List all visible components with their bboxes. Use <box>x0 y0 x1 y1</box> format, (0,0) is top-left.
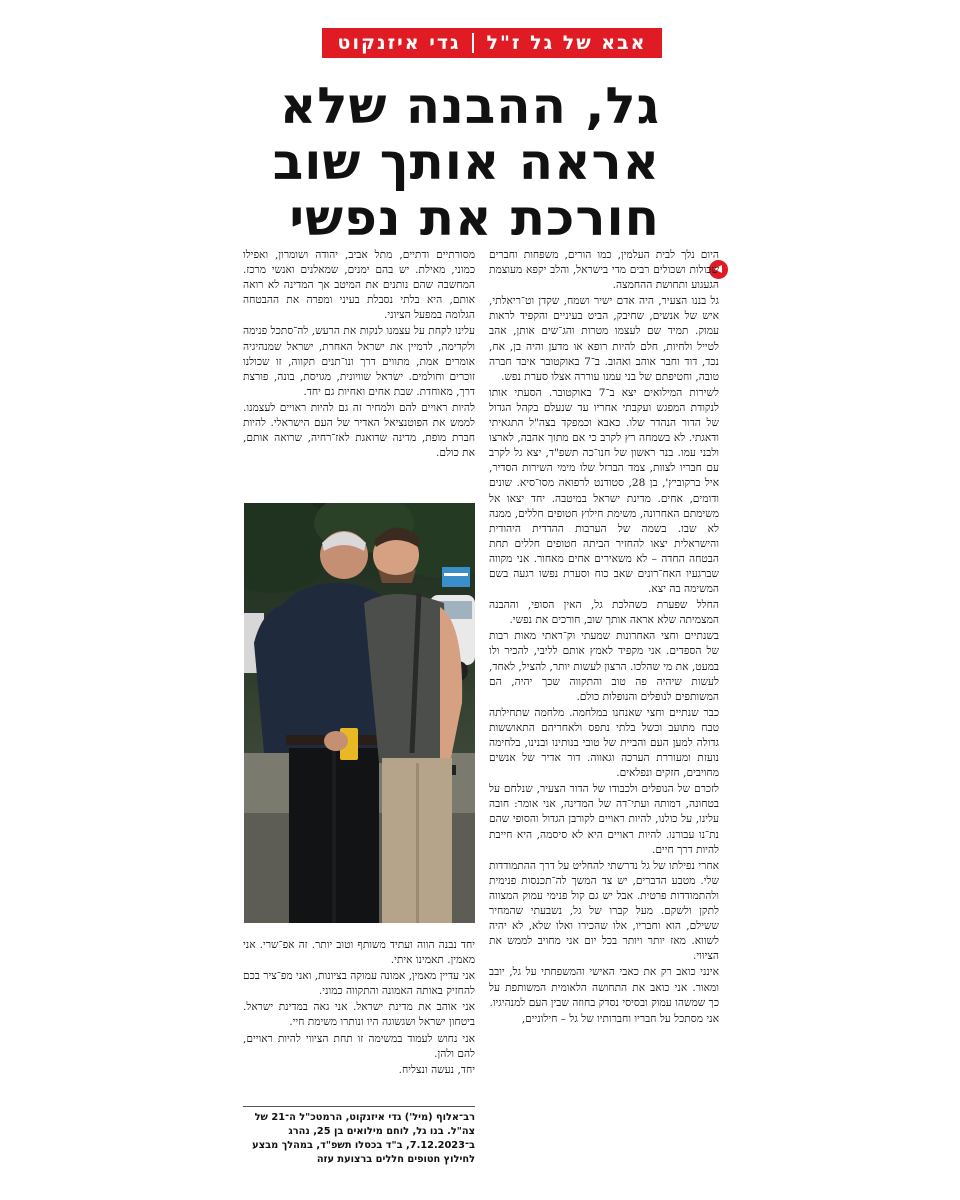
paragraph: אינני כואב רק את כאבי האישי והמשפחתי על גל, יובב ומאור. אני כואב את התחושה הלאומית המשותפת על כך שמשהו עמוק ובסיסי נסדק בחוזה שבין העם למנהיגיו. <box>489 966 719 1009</box>
kicker-banner <box>322 28 662 58</box>
paragraph: אני מסתכל על חבריו וחברותיו של גל – חילוניים, <box>521 1012 719 1025</box>
headline-line: אראה אותך שוב <box>272 133 660 191</box>
article-column-right <box>489 248 719 1178</box>
paragraph: החלל שפערת כשהלכת גל, האין הסופי, וההבנה המצמיתה שלא אראה אותך שוב, חורכים את נפשי. <box>489 599 719 627</box>
paragraph: אני נחוש לעמוד במשימה זו תחת הציווי להיות ראויים, להם ולהן. <box>243 1032 475 1060</box>
article-column-left-top <box>243 248 475 493</box>
paragraph: יחד, נעשה ונצליח. <box>398 1063 475 1076</box>
paragraph: יחד נבנה הווה ועתיד משותף וטוב יותר. זה אפ־שרי. אני מאמין. תאמינו איתי. <box>243 939 475 967</box>
paragraph: היום נלך לבית העלמין, כמו הורים, משפחות וחברים שכולות ושכולים רבים מדי בישראל, והלב יקפא מעוצמת הגעגוע ותחושת ההחמצה. <box>489 249 719 292</box>
headline-line: גל, ההבנה שלא <box>279 77 660 135</box>
kicker-divider <box>472 33 474 53</box>
paragraph: לזכרם של הנופלים ולכבודו של הדור הצעיר, שנלחם על בטחונה, דמותה ועתי־דה של המדינה, אני אומר: חובה עלינו, על כולנו, להיות ראויים לקורבן הגדול והסופי שהם נת־נו עבורנו. להיות ראויים היא לא סיסמה, היא חייבת להיות דרך חיים. <box>489 783 719 856</box>
paragraph: בשנתיים וחצי האחרונות שמעתי וק־ראתי מאות רבות של הספדים. אני מקפיד לאמץ אותם לליבי, להכיר ולו במעט, את מי שהלכו. הרצון לעשות יותר, להציל, לאחד, לעשות שיהיה פה טוב והתקווה שכך יהיה, הם המשותפים לנופלים והנופלות כולם. <box>489 630 719 703</box>
kicker-role: אבא של גל ז"ל <box>486 32 647 54</box>
photo-illustration <box>244 503 475 923</box>
paragraph: עלינו לקחת על עצמנו לנקות את הרעש, לה־סתכל פנימה ולקדימה, לדמיין את ישראל האחרת, ישראל שמנהיגיה אומרים אמת, מתווים דרך ונו־תנים תקווה, זו שכולנו זוכרים וחולמים. ישראל שוויונית, מגויסת, בונה, פורצת דרך, מאוחדת. שבת אחים ואחיות גם יחד. <box>243 325 475 398</box>
headline <box>240 78 660 246</box>
paragraph: גל בננו הצעיר, היה אדם ישיר ושמח, שקדן וט־ריאלתי, איש של אנשים, שחיבק, הביט בעיניים והקפיד לראות עמוק. תמיד שם לעצמו מטרות והג־שים אותן, אהב לטייל ולחיות, חלם להיות רופא או מדען והיה בן, אח, נכד, דוד וחבר אוהב ואהוב. ב־7 באוקטובר איבד חברה טובה, וחטיפתם של בני עמנו עוררה אצלו סערת נפש. <box>489 295 719 383</box>
paragraph: לשירות המילואים יצא ב־7 באוקטובר. הסעתי אותו לנקודת המפגש ועקבתי אחריו עד שנעלם בקהל הגדול של הדור הנהדר שלו. כאבא וכמפקד בצה"ל התגאיתי ודאגתי. לא בשמחה רץ לקרב כי אם מתוך אהבה, לארצו ולבני עמו. בנר ראשון של חנו־כה תשפ"ד, יצא גל לקרב עם חבריו לצוות, צמד הברזל שלו מימי השירות הסדיר, איל ברקוביץ', בן 28, סטודנט לרפואה מסו־סיא. שונים ודומים, אחים. מדינת ישראל במיטבה. יחד יצאו אל משימתם האחרונה, משימת חילוץ חטופים חללים, ממנה לא שבו. בשמה של הערבות ההדדית היהודית והישראלית יצאו להחזיר הביתה חטופים חללים תחת הבטחה החדה – לא משאירים אחים מאחור. אני מקווה שברגעיו האח־רונים שאב כוח וסערת נפשו רגעה בשם המשימה בה יצא. <box>489 386 719 596</box>
headline-line: חורכת את נפשי <box>289 189 660 247</box>
article-column-left-bottom <box>243 938 475 1103</box>
article-photo <box>244 503 475 923</box>
author-byline: רב־אלוף (מיל') גדי איזנקוט, הרמטכ"ל ה־21 של צה"ל. בנו גל, לוחם מילואים בן 25, נהרג ב־7.12.2023, ב"ד בכסלו תשפ"ד, במהלך מבצע לחילוץ חטופים חללים ברצועת עזה <box>243 1106 475 1167</box>
paragraph: כבר שנתיים וחצי שאנחנו במלחמה. מלחמה שתחילתה טבח מתועב וכשל בלתי נתפס ולאחריהם התאוששות גדולה למען העם והביית של טובי בנותינו ובנינו, בלחימה נועזת ומעוררת הערכה וגאווה. דור אדיר של אנשים מחויבים, חזקים ונפלאים. <box>489 706 719 780</box>
kicker-author: גדי איזנקוט <box>337 32 461 54</box>
paragraph: מסורתיים ודתיים, מתל אביב, יהודה ושומרון, ואפילו כמוני, מאילת. יש בהם ימנים, שמאלנים ואנשי מרכז. המחשבה שהם נותנים את המיטב אך המדינה לא רואה אותם, היא בלתי נסבלת בעיני ומפרה את ההבטחה הגלומה במפעל הציוני. <box>243 249 475 322</box>
paragraph: להיות ראויים להם ולמחיר זה גם להיות ראויים לעצמנו. לממש את הפוטנציאל האדיר של העם הישראלי. להיות חברת מופת, מדינה שדואגת לאז־רחיה, שרואה אותם, את כולם. <box>243 401 475 460</box>
paragraph: אני אוהב את מדינת ישראל. אני גאה במדינת ישראל. ביטחון ישראל ושגשוגה היו ונותרו משימת חיי. <box>243 1001 475 1029</box>
paragraph: אחרי נפילתו של גל נדרשתי להחליט על דרך ההתמודדות שלי. מטבע הדברים, יש צד המשך לה־תכנסות פנימית ולהתמודדות פרטית. אבל יש גם קול פנימי עמוק המצווה לתקן ולשקם. מעל קברו של גל, נשבעתי שהמחיר ששילם, הוא וחבריו, אלו שהכירו ואלו שלא, לא יהיה לשווא. מאז יותר ויותר בכל יום אני מחויב לממש את הציווי. <box>489 859 719 963</box>
paragraph: אני עדיין מאמין, אמונה עמוקה בציונות, ואני מפ־ציר בכם להחזיק באותה האמונה והתקווה כמוני. <box>243 970 475 998</box>
